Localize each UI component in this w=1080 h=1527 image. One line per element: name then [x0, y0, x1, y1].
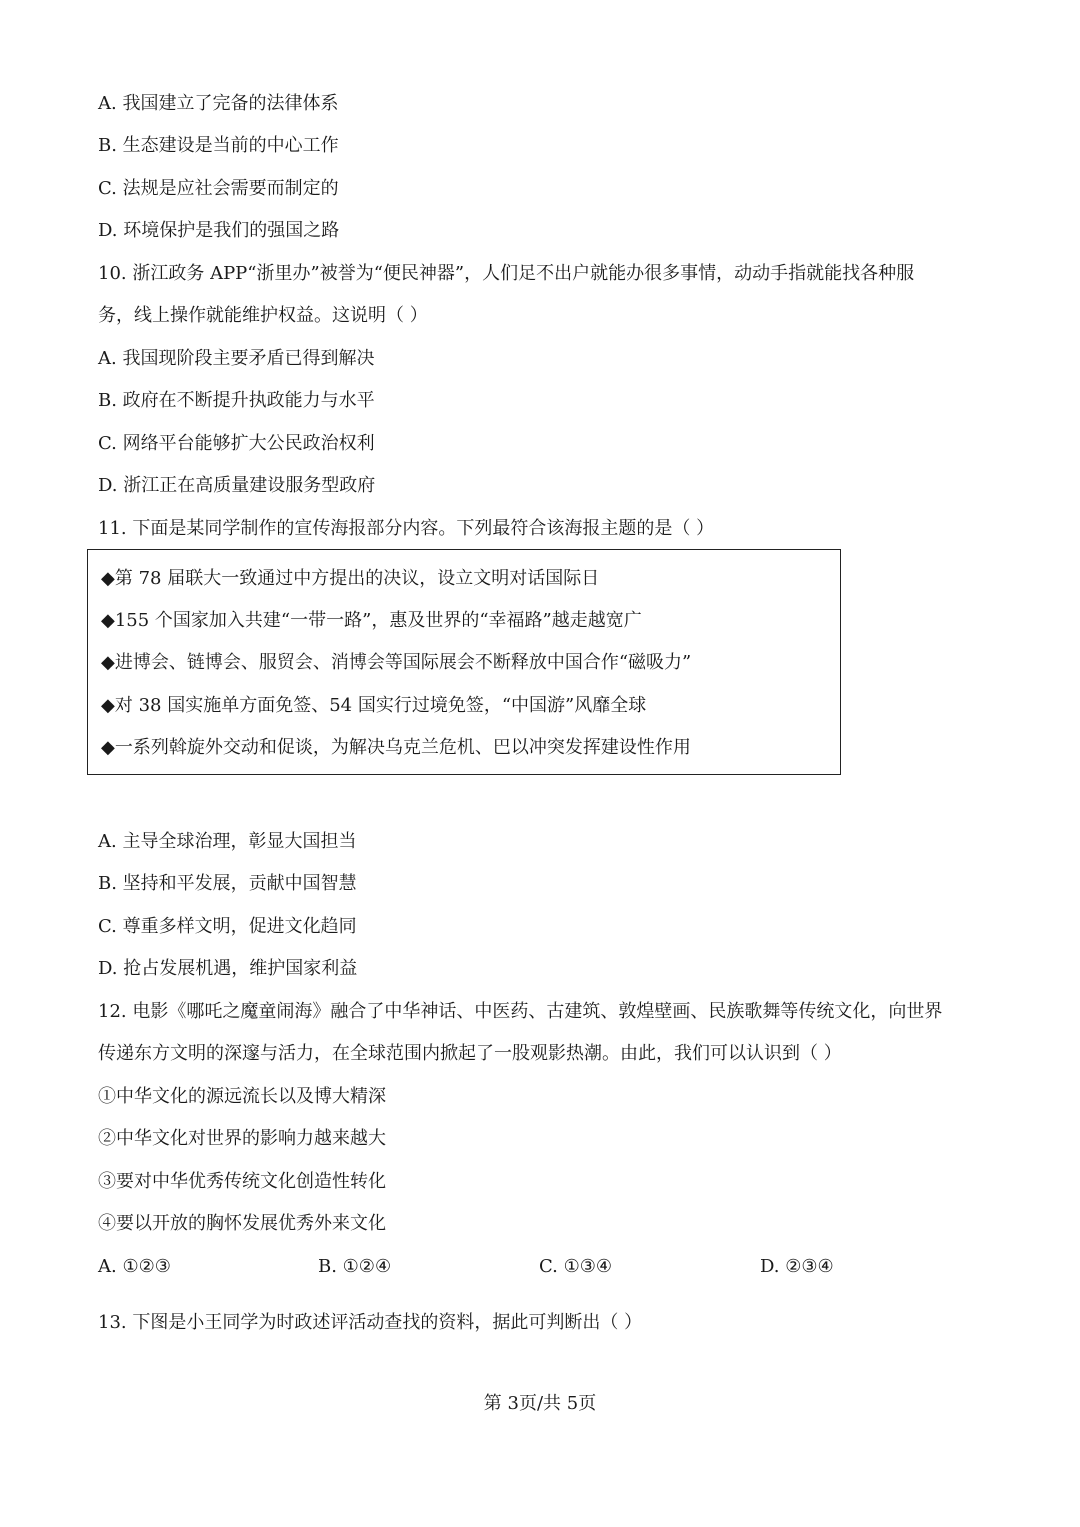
q9-option-a: A. 我国建立了完备的法律体系	[98, 93, 339, 114]
q11-option-d: D. 抢占发展机遇，维护国家利益	[98, 958, 358, 979]
q10-stem-line1: 10. 浙江政务 APP“浙里办”被誉为“便民神器”，人们足不出户就能办很多事情，动动手指就能找各种服	[98, 263, 915, 284]
q9-option-d: D. 环境保护是我们的强国之路	[98, 220, 340, 241]
q11-stem: 11. 下面是某同学制作的宣传海报部分内容。下列最符合该海报主题的是（ ）	[98, 518, 715, 539]
poster-box	[87, 549, 841, 775]
q12-statement-4: ④要以开放的胸怀发展优秀外来文化	[98, 1213, 386, 1234]
poster-item: ◆第 78 届联大一致通过中方提出的决议，设立文明对话国际日	[101, 568, 600, 589]
q12-choice-b: B. ①②④	[318, 1256, 392, 1277]
q10-option-d: D. 浙江正在高质量建设服务型政府	[98, 475, 376, 496]
q10-option-a: A. 我国现阶段主要矛盾已得到解决	[98, 348, 375, 369]
q12-choice-a: A. ①②③	[98, 1256, 171, 1277]
poster-item: ◆155 个国家加入共建“一带一路”，惠及世界的“幸福路”越走越宽广	[101, 610, 642, 631]
q12-statement-2: ②中华文化对世界的影响力越来越大	[98, 1128, 386, 1149]
q10-stem-line2: 务，线上操作就能维护权益。这说明（ ）	[98, 305, 428, 326]
q12-statement-1: ①中华文化的源远流长以及博大精深	[98, 1086, 386, 1107]
page-number: 第 3页/共 5页	[483, 1393, 597, 1414]
q10-option-b: B. 政府在不断提升执政能力与水平	[98, 390, 375, 411]
q11-option-c: C. 尊重多样文明，促进文化趋同	[98, 916, 357, 937]
q12-statement-3: ③要对中华优秀传统文化创造性转化	[98, 1171, 386, 1192]
q10-option-c: C. 网络平台能够扩大公民政治权利	[98, 433, 375, 454]
q9-option-b: B. 生态建设是当前的中心工作	[98, 135, 339, 156]
q12-stem-line1: 12. 电影《哪吒之魔童闹海》融合了中华神话、中医药、古建筑、敦煌壁画、民族歌舞等传统文化，向世界	[98, 1001, 943, 1022]
poster-item: ◆对 38 国实施单方面免签、54 国实行过境免签，“中国游”风靡全球	[101, 695, 647, 716]
q12-stem-line2: 传递东方文明的深邃与活力，在全球范围内掀起了一股观影热潮。由此，我们可以认识到（ ）	[98, 1043, 842, 1064]
q12-choice-d: D. ②③④	[760, 1256, 834, 1277]
poster-item: ◆一系列斡旋外交动和促谈，为解决乌克兰危机、巴以冲突发挥建设性作用	[101, 737, 691, 758]
q9-option-c: C. 法规是应社会需要而制定的	[98, 178, 339, 199]
q12-choice-c: C. ①③④	[539, 1256, 612, 1277]
poster-item: ◆进博会、链博会、服贸会、消博会等国际展会不断释放中国合作“磁吸力”	[101, 652, 692, 673]
q13-stem: 13. 下图是小王同学为时政述评活动查找的资料，据此可判断出（ ）	[98, 1312, 643, 1333]
q11-option-b: B. 坚持和平发展，贡献中国智慧	[98, 873, 357, 894]
q11-option-a: A. 主导全球治理，彰显大国担当	[98, 831, 357, 852]
